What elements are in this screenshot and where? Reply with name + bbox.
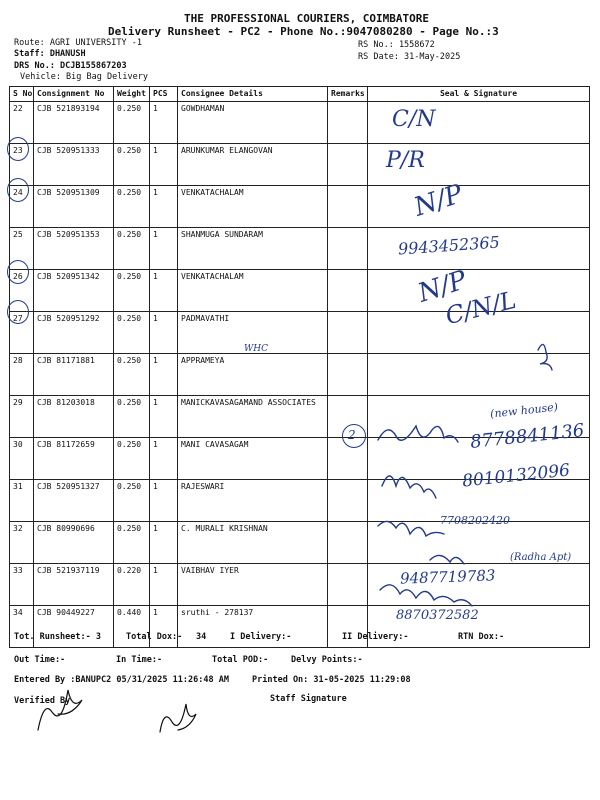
cell-sno: 32	[10, 522, 34, 564]
cell-consignee: VENKATACHALAM	[178, 270, 328, 312]
out-time: Out Time:-	[14, 655, 66, 665]
cell-consignee: PADMAVATHI	[178, 312, 328, 354]
verified-by: Verified By	[14, 696, 71, 706]
handwritten-circle	[7, 300, 29, 324]
handwritten-status: N/P	[414, 265, 471, 309]
cell-pcs: 1	[150, 438, 178, 480]
cell-weight: 0.250	[114, 312, 150, 354]
handwritten-phone: 9943452365	[397, 232, 501, 259]
remark-mark: 2	[348, 428, 356, 442]
signature-scribbles	[370, 330, 600, 630]
cell-weight: 0.250	[114, 354, 150, 396]
cell-remarks	[328, 186, 368, 228]
cell-pcs: 1	[150, 354, 178, 396]
cell-sno: 29	[10, 396, 34, 438]
company-title: THE PROFESSIONAL COURIERS, COIMBATORE	[184, 12, 430, 25]
total-dox-label: Total Dox:-	[126, 632, 183, 642]
cell-sno: 26	[10, 270, 34, 312]
cell-consignment: CJB 521937119	[34, 564, 114, 606]
cell-consignment: CJB 520951333	[34, 144, 114, 186]
cell-remarks	[328, 144, 368, 186]
cell-pcs: 1	[150, 312, 178, 354]
col-consignment: Consignment No	[34, 87, 114, 102]
route-label: Route: AGRI UNIVERSITY -1	[14, 38, 142, 48]
cell-sno: 22	[10, 102, 34, 144]
cell-sno: 33	[10, 564, 34, 606]
handwritten-note: (new house)	[489, 400, 559, 421]
cell-remarks	[328, 228, 368, 270]
cell-sno: 25	[10, 228, 34, 270]
col-pcs: PCS	[150, 87, 178, 102]
cell-weight: 0.250	[114, 228, 150, 270]
col-consignee: Consignee Details	[178, 87, 328, 102]
rtn-dox: RTN Dox:-	[458, 632, 505, 642]
vehicle-label: Vehicle: Big Bag Delivery	[20, 72, 148, 82]
col-weight: Weight	[114, 87, 150, 102]
handwritten-circle	[7, 260, 29, 284]
handwritten-note: (Radha Apt)	[510, 552, 572, 563]
ii-delivery: II Delivery:-	[342, 632, 409, 642]
table-row	[10, 186, 590, 228]
cell-sno: 34	[10, 606, 34, 648]
cell-pcs: 1	[150, 564, 178, 606]
handwritten-status: P/R	[386, 148, 425, 173]
handwritten-circle	[7, 137, 29, 161]
handwritten-phone: 8870372582	[396, 608, 479, 623]
printed-on: Printed On: 31-05-2025 11:29:08	[252, 675, 411, 685]
cell-pcs: 1	[150, 144, 178, 186]
total-pod: Total POD:-	[212, 655, 269, 665]
cell-remarks	[328, 312, 368, 354]
cell-weight: 0.250	[114, 144, 150, 186]
cell-consignment: CJB 81172659	[34, 438, 114, 480]
handwritten-phone: 8010132096	[461, 460, 571, 492]
cell-weight: 0.440	[114, 606, 150, 648]
cell-consignee: sruthi - 278137	[178, 606, 328, 648]
table-header-row	[10, 87, 590, 102]
cell-consignment: CJB 90449227	[34, 606, 114, 648]
runsheet-title: Delivery Runsheet - PC2 - Phone No.:9047080280 - Page No.:3	[108, 25, 499, 38]
cell-pcs: 1	[150, 102, 178, 144]
cell-consignee: VENKATACHALAM	[178, 186, 328, 228]
cell-sno: 24	[10, 186, 34, 228]
cell-pcs: 1	[150, 522, 178, 564]
cell-weight: 0.250	[114, 270, 150, 312]
col-seal: Seal & Signature	[368, 87, 590, 102]
cell-consignment: CJB 520951342	[34, 270, 114, 312]
cell-sno: 30	[10, 438, 34, 480]
cell-consignment: CJB 81171881	[34, 354, 114, 396]
cell-consignment: CJB 520951309	[34, 186, 114, 228]
i-delivery: I Delivery:-	[230, 632, 292, 642]
handwritten-phone: 8778841136	[469, 420, 586, 453]
drs-number: DRS No.: DCJB155867203	[14, 61, 127, 71]
cell-weight: 0.250	[114, 102, 150, 144]
cell-remarks	[328, 480, 368, 522]
handwritten-status: N/P	[410, 179, 467, 223]
cell-remarks	[328, 270, 368, 312]
cell-weight: 0.250	[114, 438, 150, 480]
cell-weight: 0.250	[114, 522, 150, 564]
handwritten-status: C/N/L	[442, 285, 519, 331]
col-remarks: Remarks	[328, 87, 368, 102]
cell-consignment: CJB 520951327	[34, 480, 114, 522]
cell-consignee: MANICKAVASAGAMAND ASSOCIATES	[178, 396, 328, 438]
cell-sno: 27	[10, 312, 34, 354]
cell-signature	[368, 186, 590, 228]
cell-consignment: CJB 520951292	[34, 312, 114, 354]
cell-pcs: 1	[150, 228, 178, 270]
cell-pcs: 1	[150, 606, 178, 648]
cell-sno: 28	[10, 354, 34, 396]
cell-consignee: VAIBHAV IYER	[178, 564, 328, 606]
cell-pcs: 1	[150, 186, 178, 228]
handwritten-status: C/N	[392, 107, 436, 132]
cell-consignment: CJB 521893194	[34, 102, 114, 144]
cell-pcs: 1	[150, 270, 178, 312]
cell-weight: 0.250	[114, 480, 150, 522]
cell-consignee: APPRAMEYA	[178, 354, 328, 396]
staff-signature-label: Staff Signature	[270, 694, 347, 704]
cell-consignment: CJB 80990696	[34, 522, 114, 564]
handwritten-phone: 7708202420	[440, 514, 510, 527]
cell-pcs: 1	[150, 480, 178, 522]
cell-weight: 0.250	[114, 186, 150, 228]
cell-consignee: RAJESWARI	[178, 480, 328, 522]
cell-weight: 0.220	[114, 564, 150, 606]
cell-sno: 31	[10, 480, 34, 522]
total-runsheet: Tot. Runsheet:- 3	[14, 632, 101, 642]
handwritten-circle	[7, 178, 29, 202]
in-time: In Time:-	[116, 655, 163, 665]
cell-consignee: MANI CAVASAGAM	[178, 438, 328, 480]
rs-date: RS Date: 31-May-2025	[358, 52, 461, 62]
cell-remarks	[328, 354, 368, 396]
cell-consignee: SHANMUGA SUNDARAM	[178, 228, 328, 270]
cell-pcs: 1	[150, 396, 178, 438]
table-row	[10, 102, 590, 144]
handwritten-note: WHC	[244, 344, 268, 354]
cell-remarks	[328, 102, 368, 144]
cell-sno: 23	[10, 144, 34, 186]
delvy-points: Delvy Points:-	[291, 655, 363, 665]
cell-consignee: ARUNKUMAR ELANGOVAN	[178, 144, 328, 186]
handwritten-phone: 9487719783	[399, 566, 496, 588]
verifier-signatures	[20, 680, 250, 740]
cell-remarks	[328, 564, 368, 606]
staff-label: Staff: DHANUSH	[14, 49, 86, 59]
total-dox-value: 34	[196, 632, 207, 642]
cell-consignee: C. MURALI KRISHNAN	[178, 522, 328, 564]
entered-by: Entered By :BANUPC2 05/31/2025 11:26:48 AM	[14, 675, 229, 685]
cell-weight: 0.250	[114, 396, 150, 438]
cell-consignee: GOWDHAMAN	[178, 102, 328, 144]
col-sno: S No	[10, 87, 34, 102]
cell-consignment: CJB 81203018	[34, 396, 114, 438]
cell-consignment: CJB 520951353	[34, 228, 114, 270]
table-row	[10, 144, 590, 186]
cell-remarks	[328, 522, 368, 564]
rs-number: RS No.: 1558672	[358, 40, 435, 50]
table-row	[10, 228, 590, 270]
